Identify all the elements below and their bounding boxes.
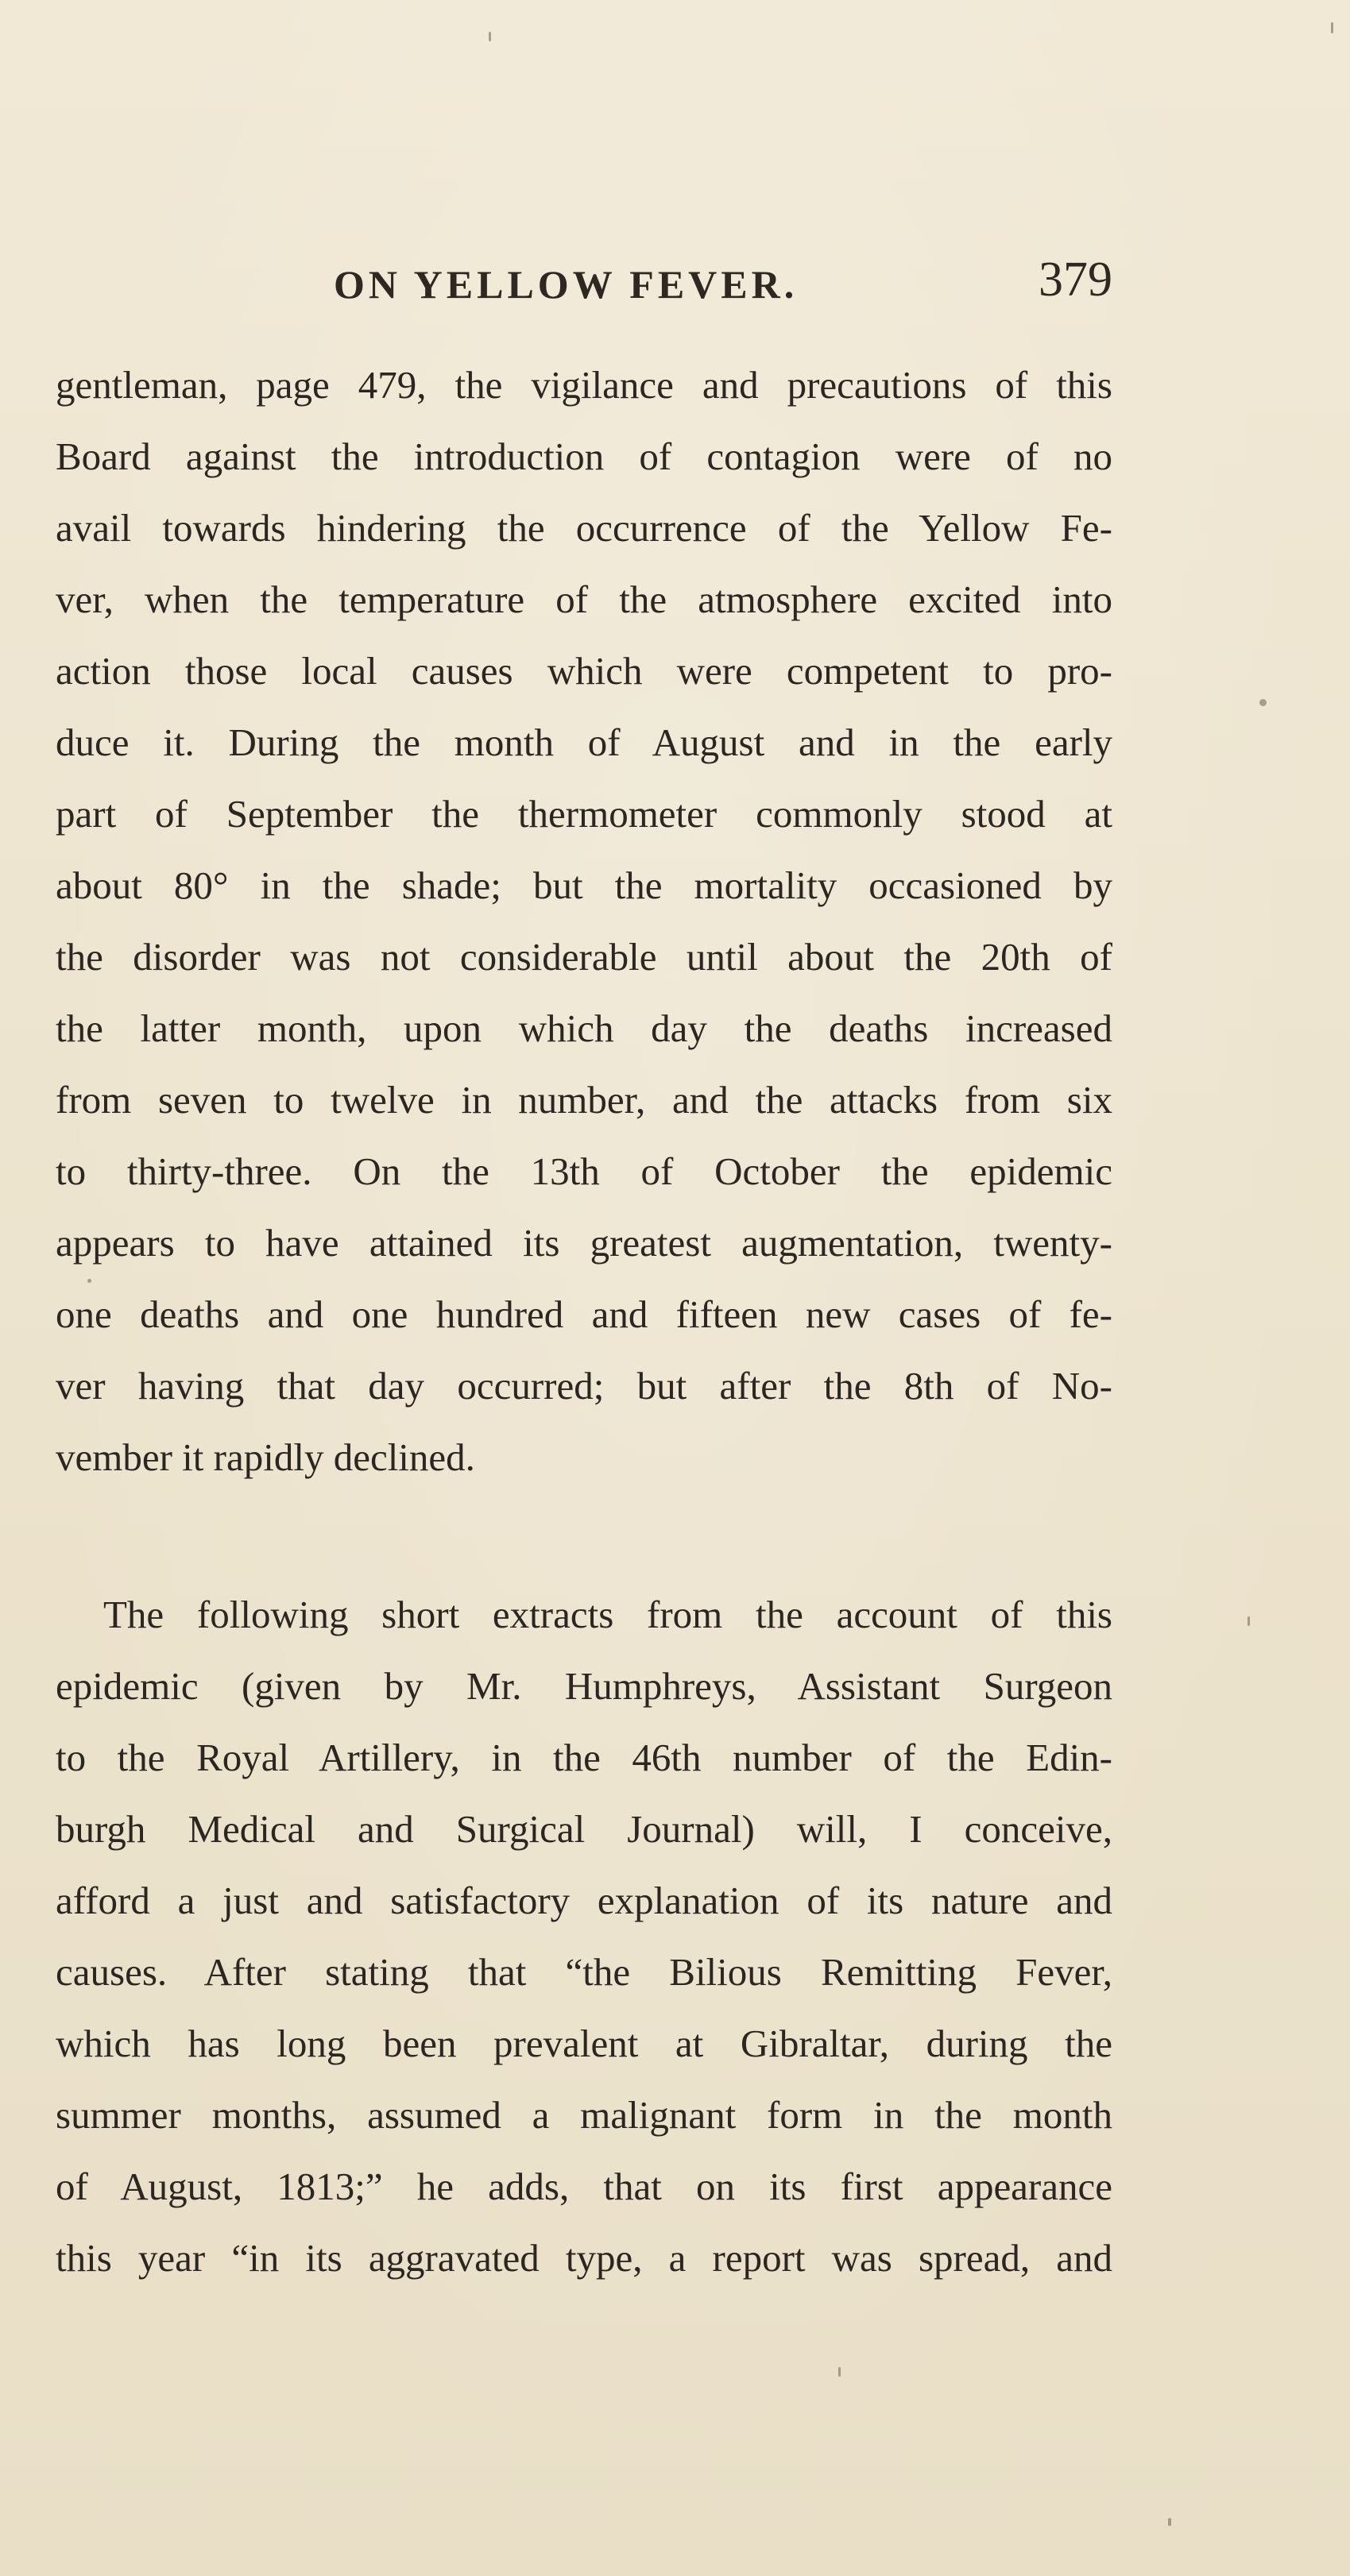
paper-speck [1247,1616,1250,1626]
text-line: vember it rapidly declined. [56,1435,475,1479]
paper-speck [1168,2518,1171,2526]
text-line: from seven to twelve in number, and the attacks from six [56,1078,1112,1122]
text-line: Board against the introduction of contagion were of no [56,434,1112,478]
text-line: the latter month, upon which day the deaths increased [56,1006,1112,1050]
text-line: duce it. During the month of August and in the early [56,720,1112,764]
body-text [56,350,1112,2294]
text-line: this year “in its aggravated type, a report was spread, and [56,2236,1112,2280]
text-line: the disorder was not considerable until about the 20th of [56,935,1112,979]
paragraph-1 [56,350,1112,1493]
text-line: ver having that day occurred; but after the 8th of No- [56,1364,1112,1408]
text-line: The following short extracts from the account of this [103,1593,1112,1636]
text-line: gentleman, page 479, the vigilance and precautions of this [56,363,1112,407]
text-line: of August, 1813;” he adds, that on its first appearance [56,2165,1112,2208]
paper-speck [1331,22,1333,33]
running-head: ON YELLOW FEVER. [334,262,799,307]
text-line: action those local causes which were competent to pro- [56,649,1112,693]
text-line: afford a just and satisfactory explanation of its nature and [56,1879,1112,1922]
text-line: part of September the thermometer commonly stood at [56,792,1112,836]
page-number: 379 [1039,253,1112,307]
paper-speck [87,1279,91,1283]
text-line: to the Royal Artillery, in the 46th number of the Edin- [56,1736,1112,1779]
text-line: avail towards hindering the occurrence of the Yellow Fe- [56,506,1112,550]
paragraph-gap [56,1493,1112,1579]
text-line: summer months, assumed a malignant form in the month [56,2093,1112,2137]
text-line: about 80° in the shade; but the mortality occasioned by [56,863,1112,907]
text-line: one deaths and one hundred and fifteen new cases of fe- [56,1292,1112,1336]
text-line: appears to have attained its greatest augmentation, twenty- [56,1221,1112,1265]
text-line: ver, when the temperature of the atmosphere excited into [56,577,1112,621]
text-line: to thirty-three. On the 13th of October the epidemic [56,1149,1112,1193]
text-line: epidemic (given by Mr. Humphreys, Assistant Surgeon [56,1664,1112,1708]
text-line: causes. After stating that “the Bilious Remitting Fever, [56,1950,1112,1994]
paper-speck [838,2367,841,2377]
paragraph-2 [56,1579,1112,2294]
page-header [56,253,1112,316]
text-line: which has long been prevalent at Gibraltar, during the [56,2022,1112,2065]
text-line: burgh Medical and Surgical Journal) will, I conceive, [56,1807,1112,1851]
paper-speck [1259,699,1267,706]
paper-speck [489,32,491,41]
